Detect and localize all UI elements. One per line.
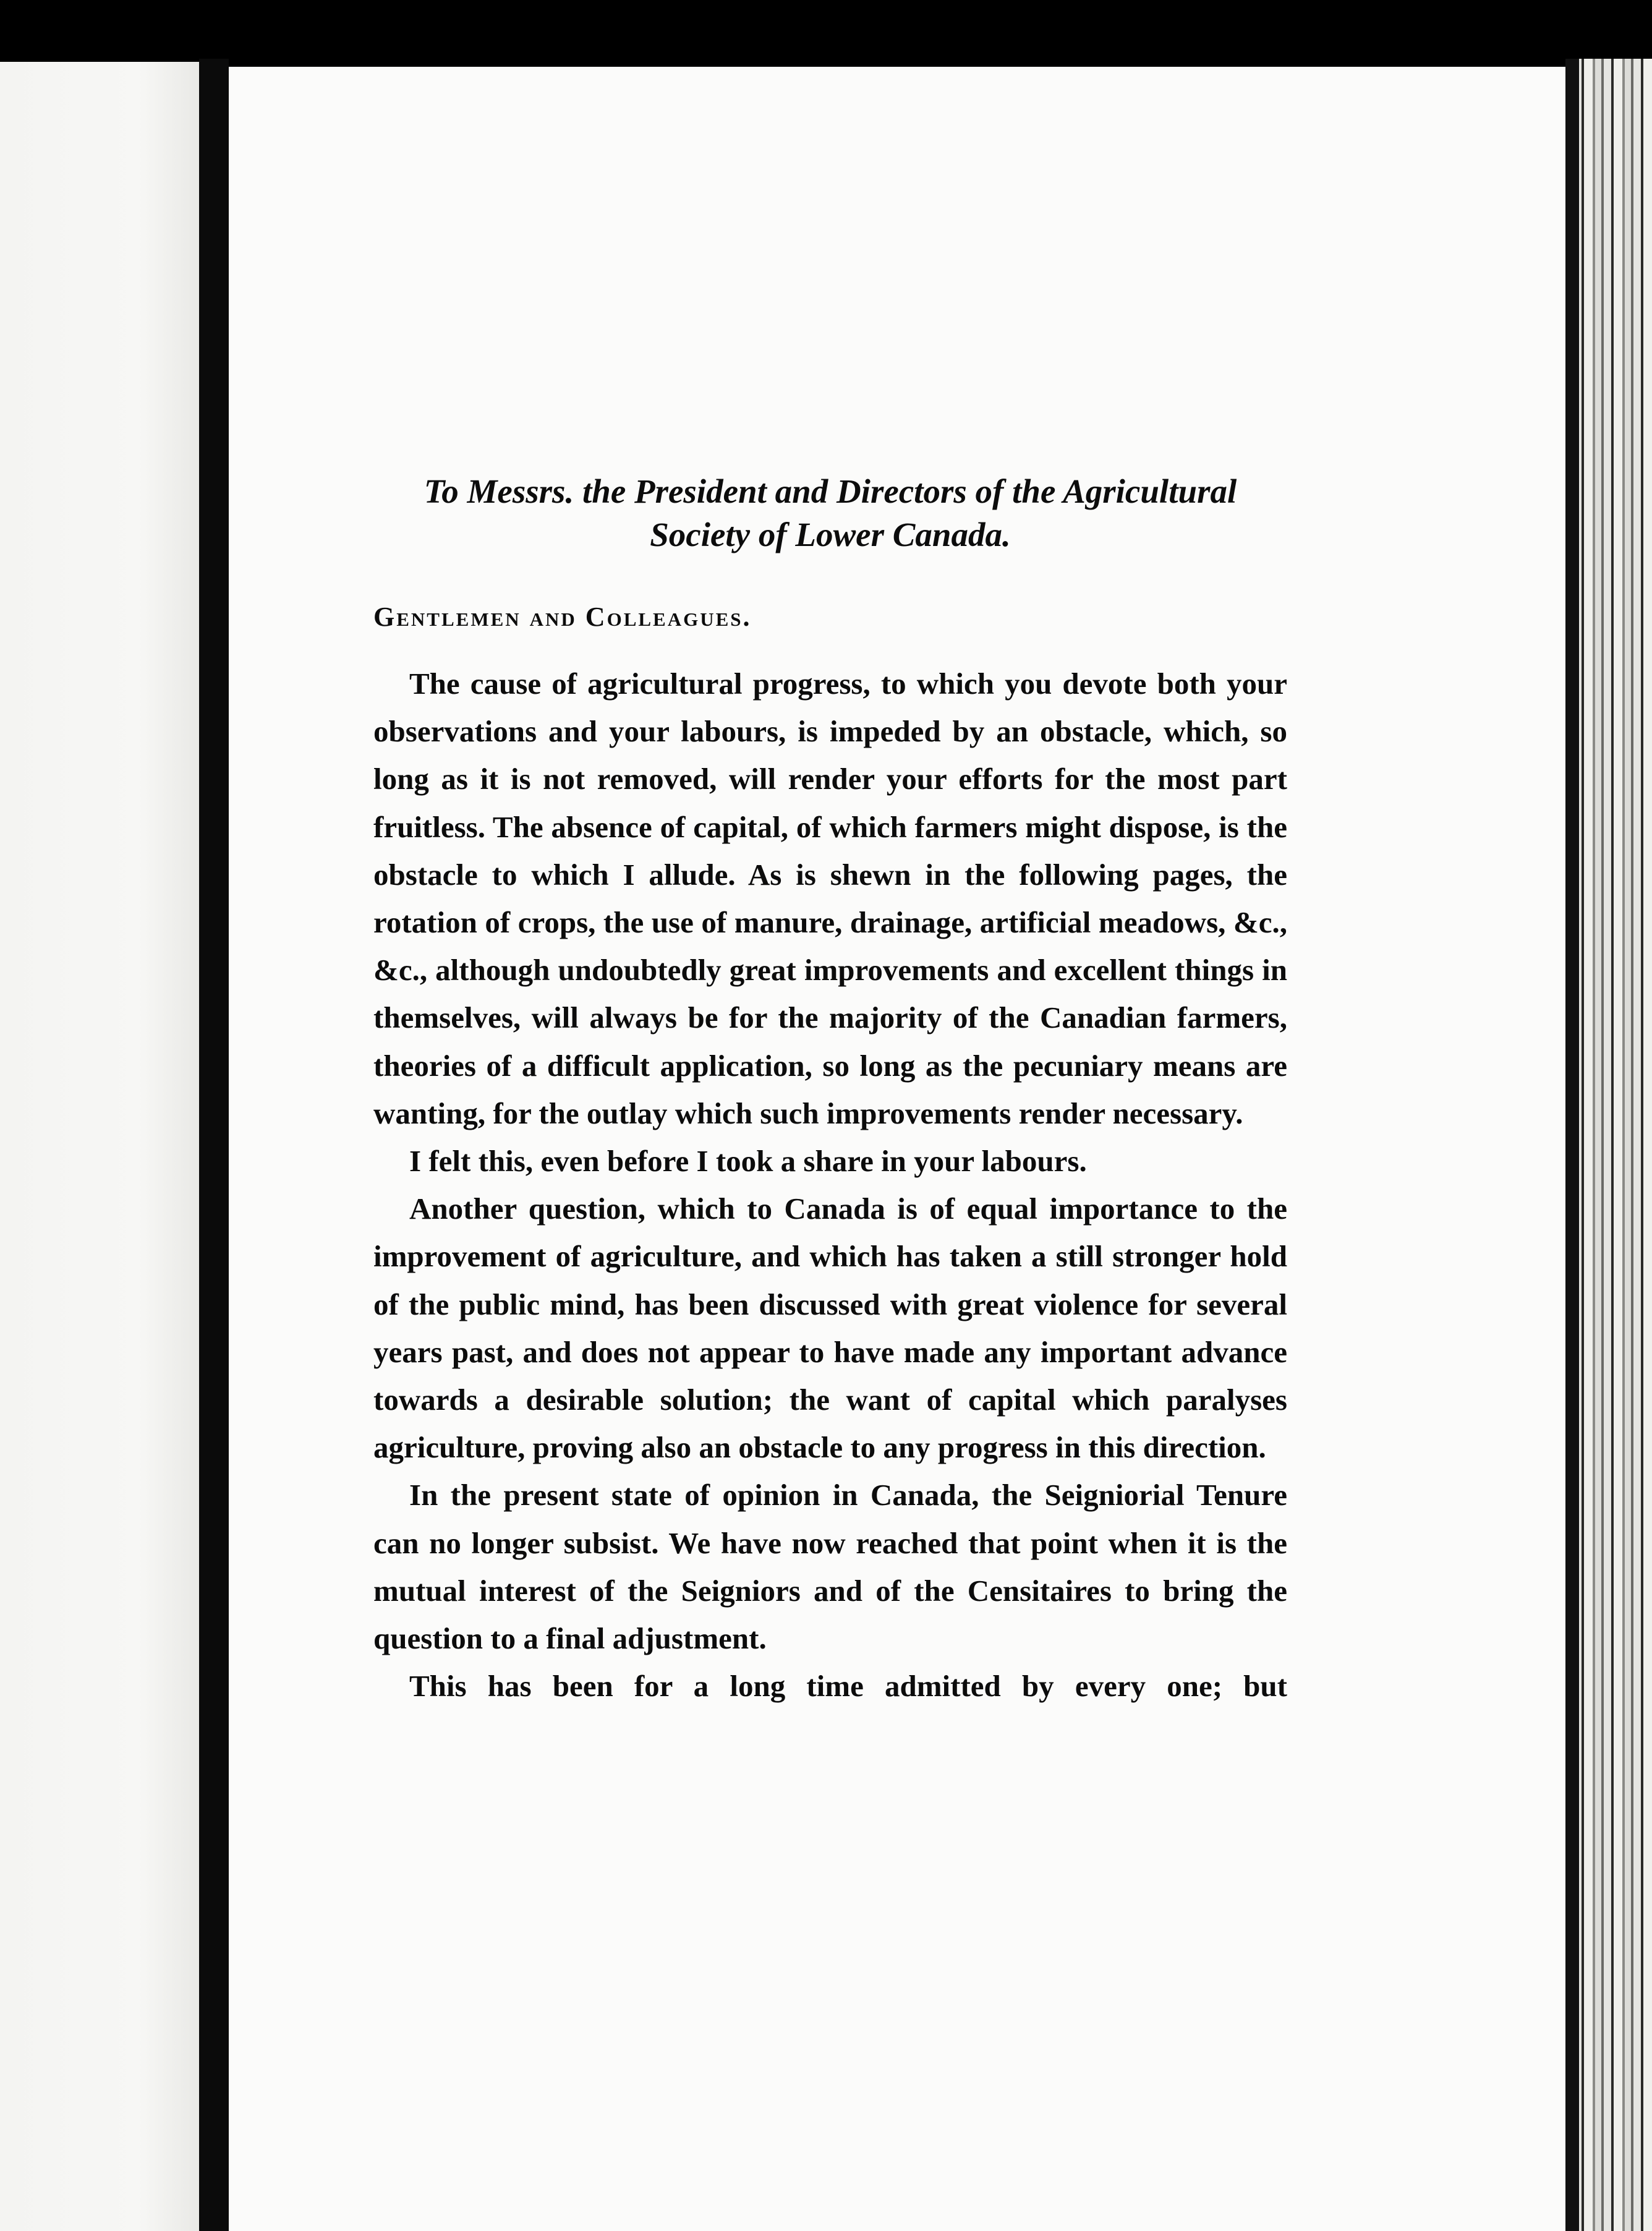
salutation: Gentlemen and Colleagues. [373,602,752,632]
paragraph: I felt this, even before I took a share in your labours. [409,1144,1087,1179]
paragraph: In the present state of opinion in Canada, the Seigniorial Tenure can no longer subsist. We have now reached that point when it is the mutual interest of the Seigniors and of the Censitaires to bring the question to a final adjustment. [373,1478,1287,1656]
facing-page-edge [0,62,199,2231]
page-text [373,470,1287,1710]
dedication-title: To Messrs. the President and Directors of the Agricultural Society of Lower Canada. [424,472,1237,553]
page-edge-shadow [1565,59,1579,2231]
paragraph: This has been for a long time admitted by every one; but [409,1669,1287,1704]
paragraph: Another question, which to Canada is of equal importance to the improvement of agriculture, and which has taken a still stronger hold of the public mind, has been discussed with great violence for several years past, and does not appear to have made any important advance towards a desirable solution; the want of capital which paralyses agriculture, proving also an obstacle to any progress in this direction. [373,1192,1287,1465]
paragraph: The cause of agricultural progress, to which you devote both your observations and your labours, is impeded by an obstacle, which, so long as it is not removed, will render your efforts for the most part fruitless. The absence of capital, of which farmers might dispose, is the obstacle to which I allude. As is shewn in the following pages, the rotation of crops, the use of manure, drainage, artificial meadows, &c., &c., although undoubtedly great improvements and excellent things in themselves, will always be for the majority of the Canadian farmers, theories of a difficult application, so long as the pecuniary means are wanting, for the outlay which such improvements render necessary. [373,667,1287,1130]
book-gutter [199,59,229,2231]
